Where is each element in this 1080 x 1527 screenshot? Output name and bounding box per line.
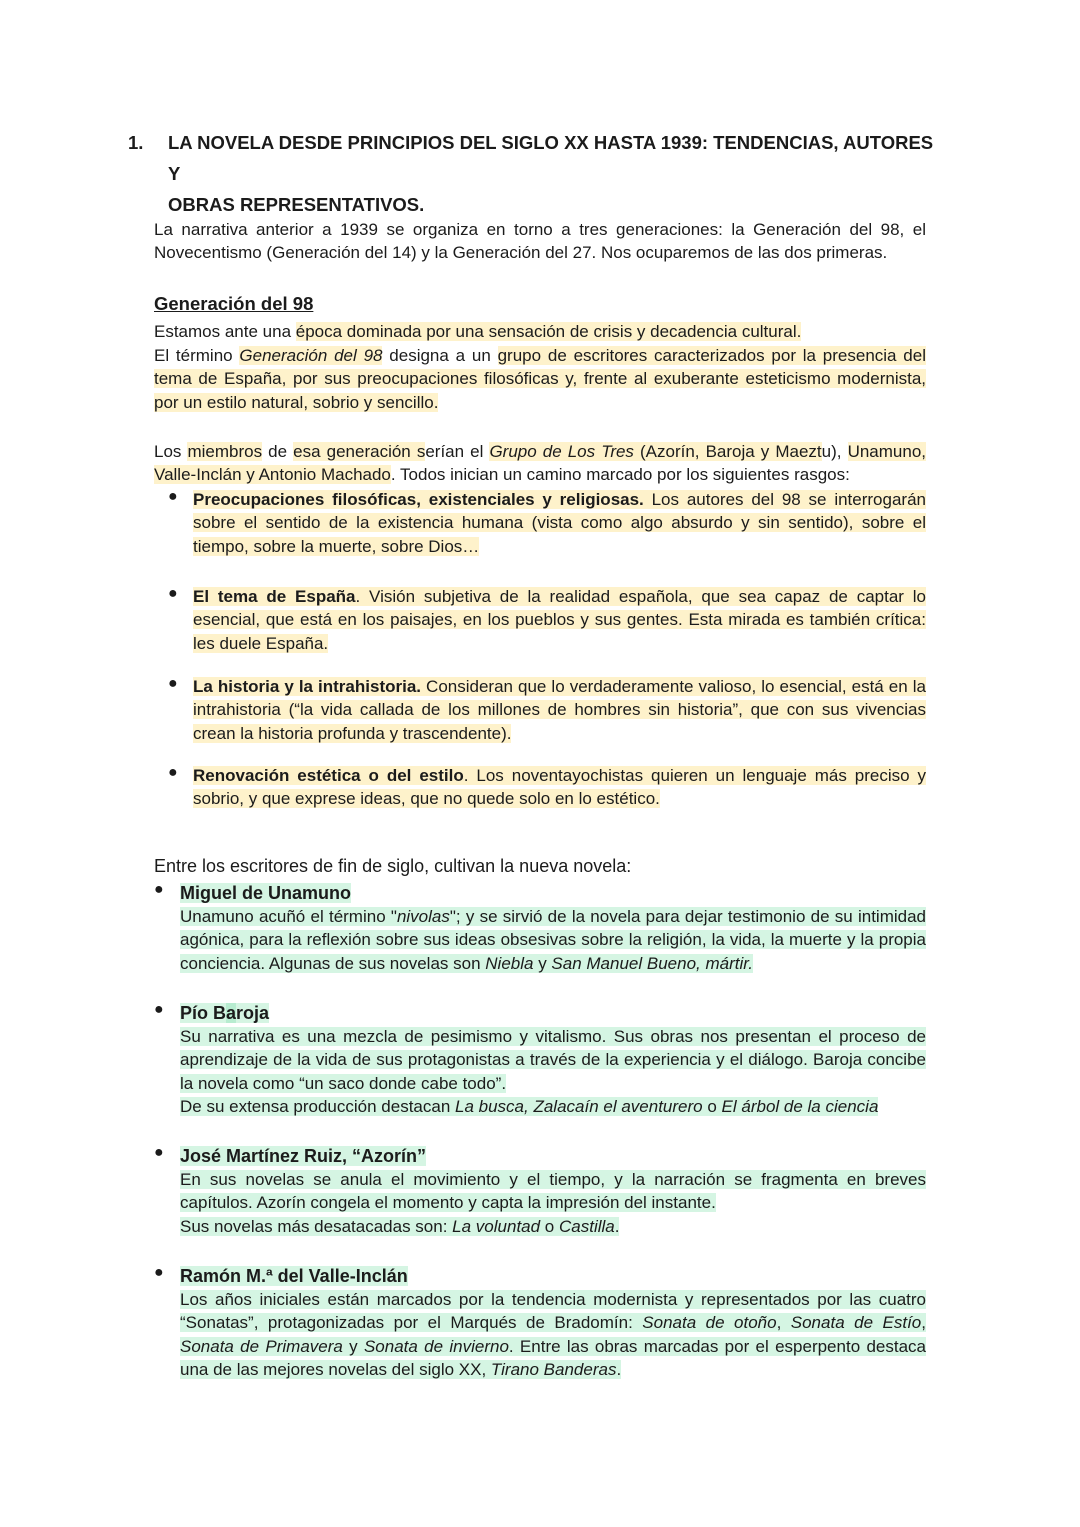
trait-bullet: ● La historia y la intrahistoria. Consideran que lo verdaderamente valioso, lo esencial, está en la intrahistoria (“la vida callada de los millones de hombres sin historia”, que con sus vivencias crean la historia profunda y trascendente). (168, 675, 926, 743)
gen98-paragraph-2: El término Generación del 98 designa a un grupo de escritores caracterizados por la presencia del tema de España, por sus preocupaciones filosóficas y, frente al exuberante esteticismo modernista, por un estilo natural, sobrio y sencillo. (154, 346, 926, 412)
gen98-paragraph-3: Los miembros de esa generación serían el Grupo de Los Tres (Azorín, Baroja y Maeztu), Unamuno, Valle-Inclán y Antonio Machado. Todos inician un camino marcado por los siguientes rasgos: (154, 442, 926, 485)
author-unamuno: ● Miguel de Unamuno Unamuno acuñó el término "nivolas"; y se sirvió de la novela para dejar testimonio de su intimidad agónica, para la reflexión sobre sus ideas obsesivas sobre la religión, la vida, la muerte y la propia conciencia. Algunas de sus novelas son Niebla y San Manuel Bueno, mártir. (154, 881, 927, 973)
intro-paragraph: La narrativa anterior a 1939 se organiza en torno a tres generaciones: la Generación del 98, el Novecentismo (Generación del 14) y la Generación del 27. Nos ocuparemos de las dos primeras. (154, 220, 926, 263)
author-baroja: ● Pío Baroja Su narrativa es una mezcla de pesimismo y vitalismo. Sus obras nos presentan el proceso de aprendizaje de la vida de sus protagonistas a través de la experiencia y el diálogo. Baroja concibe la novela como “un saco donde cabe todo”. De su extensa producción destacan La busca, Zalacaín el aventurero o El árbol de la ciencia (154, 1001, 926, 1116)
bullet-icon: ● (154, 1264, 164, 1281)
author-azorin: ● José Martínez Ruiz, “Azorín” En sus novelas se anula el movimiento y el tiempo, y la narración se fragmenta en breves capítulos. Azorín congela el momento y capta la impresión del instante. Sus novelas más desatacadas son: La voluntad o Castilla. (154, 1144, 926, 1236)
novelists-intro: Entre los escritores de fin de siglo, cultivan la nueva novela: (154, 856, 632, 876)
gen98-title: Generación del 98 (154, 293, 314, 314)
gen98-paragraph-1: Estamos ante una época dominada por una sensación de crisis y decadencia cultural. (154, 322, 802, 341)
bullet-icon: ● (154, 881, 164, 898)
bullet-icon: ● (168, 675, 178, 692)
bullet-icon: ● (154, 1144, 164, 1161)
bullet-icon: ● (168, 585, 178, 602)
section-heading (128, 127, 938, 220)
bullet-icon: ● (154, 1001, 164, 1018)
heading-number: 1. (128, 132, 144, 153)
author-valle-inclan: ● Ramón M.ª del Valle-Inclán Los años iniciales están marcados por la tendencia modernista y representados por las cuatro “Sonatas”, protagonizadas por el Marqués de Bradomín: Sonata de otoño, Sonata de Estío, Sonata de Primavera y Sonata de invierno. Entre las obras marcadas por el esperpento destaca una de las mejores novelas del siglo XX, Tirano Banderas. (154, 1264, 926, 1379)
bullet-icon: ● (168, 488, 178, 505)
trait-bullet: ● Preocupaciones filosóficas, existenciales y religiosas. Los autores del 98 se interrogarán sobre el sentido de la existencia humana (vista como algo absurdo y sin sentido), sobre el tiempo, sobre la muerte, sobre Dios… (168, 488, 926, 556)
trait-bullet: ● El tema de España. Visión subjetiva de la realidad española, que sea capaz de captar lo esencial, que está en los paisajes, en los pueblos y sus gentes. Esta mirada es también crítica: les duele España. (168, 585, 927, 653)
bullet-icon: ● (168, 764, 178, 781)
trait-bullet: ● Renovación estética o del estilo. Los noventayochistas quieren un lenguaje más preciso y sobrio, y que exprese ideas, que no quede solo en lo estético. (168, 764, 926, 809)
heading-title: LA NOVELA DESDE PRINCIPIOS DEL SIGLO XX HASTA 1939: TENDENCIAS, AUTORES Y OBRAS REPRESENTATIVOS. (168, 132, 934, 215)
